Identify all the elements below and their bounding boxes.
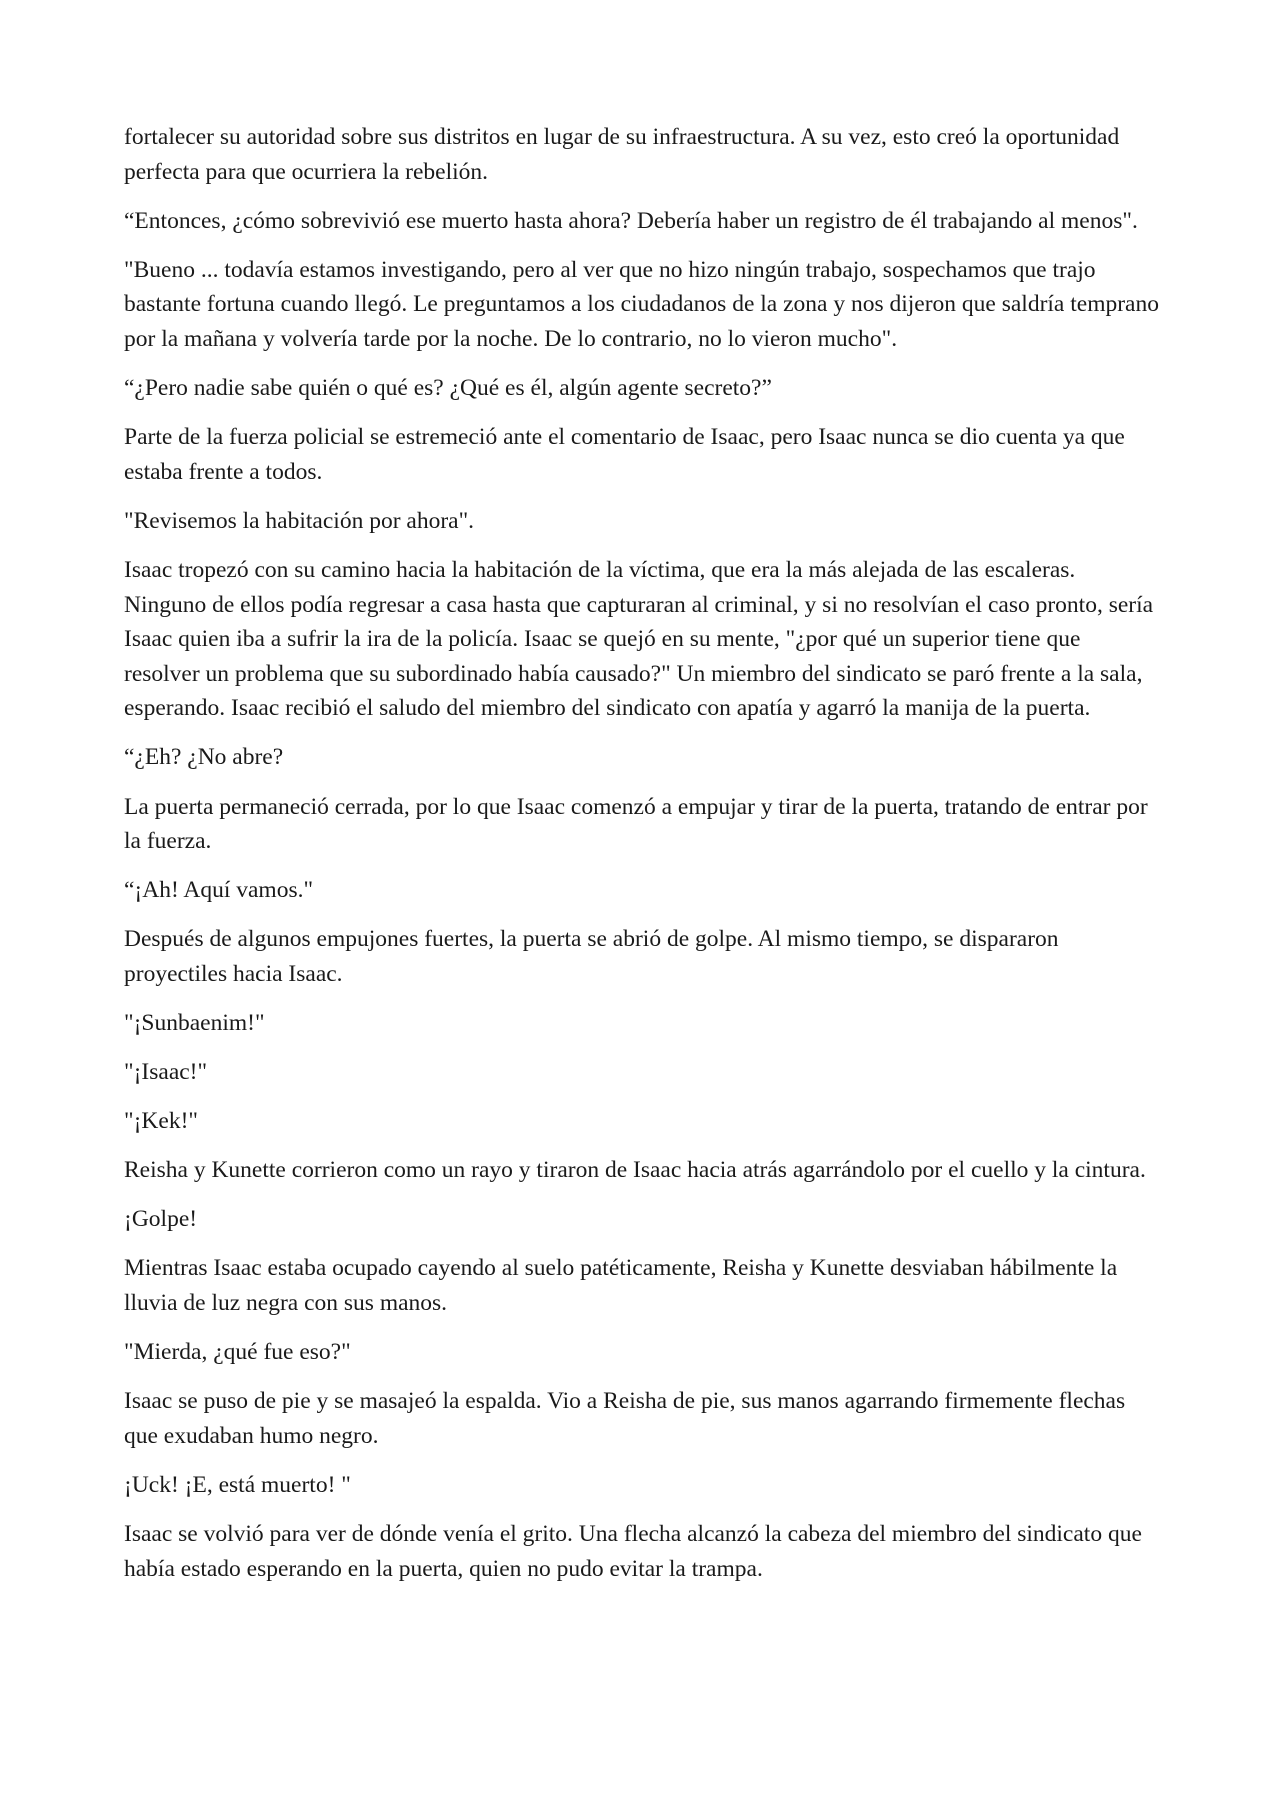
paragraph: Isaac se volvió para ver de dónde venía el grito. Una flecha alcanzó la cabeza del miembro del sindicato que había estado esperando en la puerta, quien no pudo evitar la trampa. bbox=[124, 1521, 1142, 1582]
paragraph: “¡Ah! Aquí vamos." bbox=[124, 877, 314, 904]
paragraph: Reisha y Kunette corrieron como un rayo y tiraron de Isaac hacia atrás agarrándolo por el cuello y la cintura. bbox=[124, 1157, 1146, 1184]
paragraph: "¡Kek!" bbox=[124, 1108, 198, 1135]
paragraph: Mientras Isaac estaba ocupado cayendo al suelo patéticamente, Reisha y Kunette desviaban hábilmente la lluvia de luz negra con sus manos. bbox=[124, 1255, 1118, 1317]
paragraph: "¡Sunbaenim!" bbox=[124, 1009, 265, 1036]
paragraph: Después de algunos empujones fuertes, la puerta se abrió de golpe. Al mismo tiempo, se dispararon proyectiles hacia Isaac. bbox=[124, 926, 1059, 987]
paragraph: Isaac se puso de pie y se masajeó la espalda. Vio a Reisha de pie, sus manos agarrando firmemente flechas que exudaban humo negro. bbox=[124, 1388, 1126, 1449]
paragraph: "Revisemos la habitación por ahora". bbox=[124, 507, 475, 534]
paragraph: Parte de la fuerza policial se estremeció ante el comentario de Isaac, pero Isaac nunca se dio cuenta ya que estaba frente a todos. bbox=[124, 424, 1125, 485]
paragraph: “¿Pero nadie sabe quién o qué es? ¿Qué es él, algún agente secreto?” bbox=[124, 375, 772, 402]
paragraph: “¿Eh? ¿No abre? bbox=[124, 744, 284, 771]
paragraph: ¡Uck! ¡E, está muerto! " bbox=[124, 1471, 351, 1498]
paragraph: La puerta permaneció cerrada, por lo que Isaac comenzó a empujar y tirar de la puerta, tratando de entrar por la fuerza. bbox=[124, 793, 1148, 855]
paragraph: "Bueno ... todavía estamos investigando, pero al ver que no hizo ningún trabajo, sospechamos que trajo bastante fortuna cuando llegó. Le preguntamos a los ciudadanos de la zona y nos dijeron que saldría temprano por la mañana y volvería tarde por la noche. De lo contrario, no lo vieron mucho". bbox=[124, 256, 1159, 352]
paragraph: Isaac tropezó con su camino hacia la habitación de la víctima, que era la más alejada de las escaleras. Ninguno de ellos podía regresar a casa hasta que capturaran al criminal, y si no resolvían el caso pronto, sería Isaac quien iba a sufrir la ira de la policía. Isaac se quejó en su mente, "¿por qué un superior tiene que resolver un problema que su subordinado había causado?" Un miembro del sindicato se paró frente a la sala, esperando. Isaac recibió el saludo del miembro del sindicato con apatía y agarró la manija de la puerta. bbox=[124, 556, 1154, 722]
document-page bbox=[124, 120, 1160, 1601]
paragraph: "Mierda, ¿qué fue eso?" bbox=[124, 1339, 351, 1366]
paragraph: "¡Isaac!" bbox=[124, 1059, 208, 1086]
paragraph: “Entonces, ¿cómo sobrevivió ese muerto hasta ahora? Debería haber un registro de él trabajando al menos". bbox=[124, 207, 1138, 234]
paragraph: fortalecer su autoridad sobre sus distritos en lugar de su infraestructura. A su vez, esto creó la oportunidad perfecta para que ocurriera la rebelión. bbox=[124, 124, 1120, 185]
paragraph: ¡Golpe! bbox=[124, 1206, 198, 1233]
